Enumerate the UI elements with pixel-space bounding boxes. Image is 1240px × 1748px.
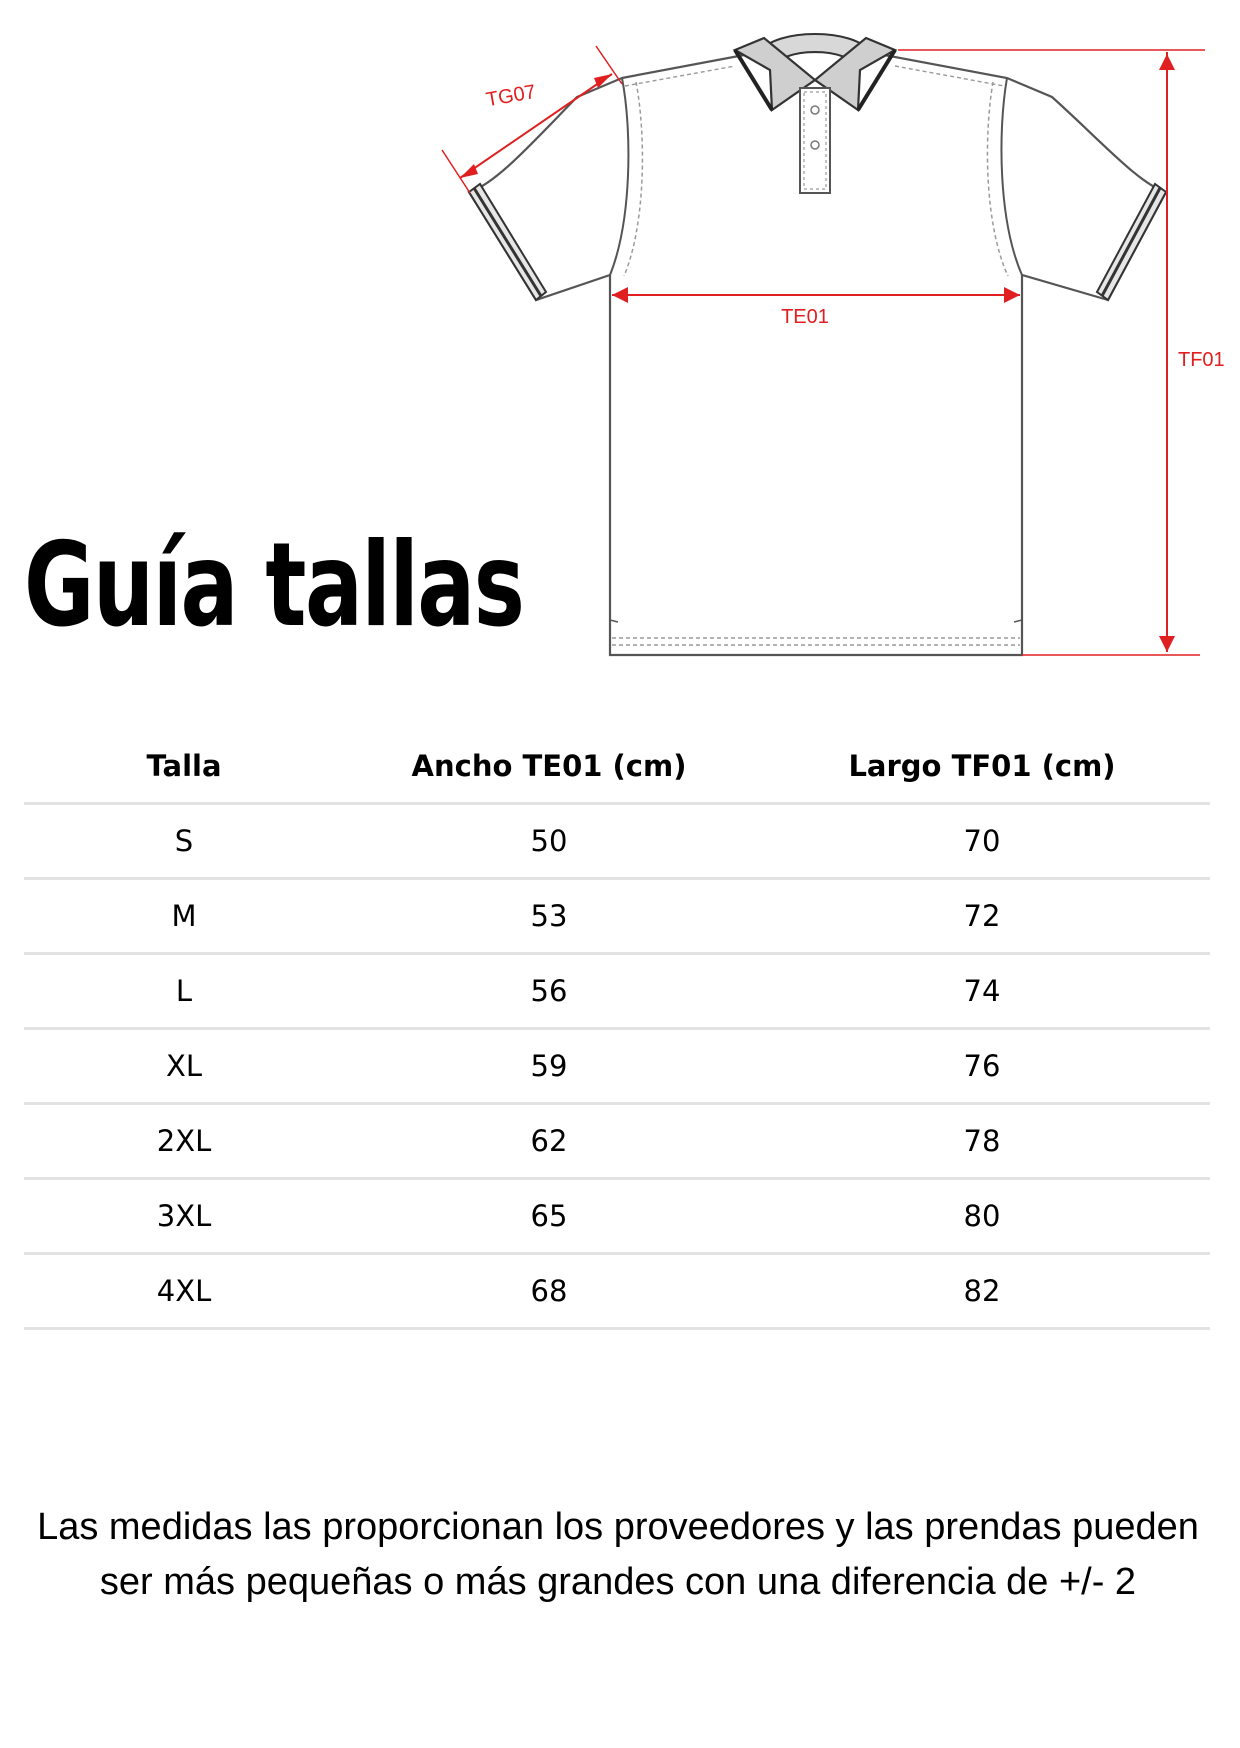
size-cell: 4XL [24, 1254, 344, 1329]
length-label: TF01 [1178, 349, 1225, 371]
sleeve-tick-start [442, 150, 470, 193]
size-cell: 3XL [24, 1179, 344, 1254]
page-title: Guía tallas [24, 518, 524, 653]
table-row [24, 1254, 1210, 1329]
length-cell: 78 [754, 1104, 1210, 1179]
length-arrow-start [1159, 54, 1175, 70]
table-header-row [24, 730, 1210, 804]
table-row [24, 1179, 1210, 1254]
length-cell: 74 [754, 954, 1210, 1029]
table-row [24, 1104, 1210, 1179]
width-cell: 56 [344, 954, 754, 1029]
button-2 [811, 141, 819, 149]
button-1 [811, 106, 819, 114]
sleeve-arrow-start [460, 164, 478, 178]
table-row [24, 804, 1210, 879]
table-row [24, 879, 1210, 954]
length-cell: 72 [754, 879, 1210, 954]
length-cell: 80 [754, 1179, 1210, 1254]
size-cell: M [24, 879, 344, 954]
size-table [24, 730, 1210, 1330]
header-length: Largo TF01 (cm) [754, 730, 1210, 804]
length-cell: 76 [754, 1029, 1210, 1104]
width-cell: 65 [344, 1179, 754, 1254]
length-cell: 82 [754, 1254, 1210, 1329]
size-cell: XL [24, 1029, 344, 1104]
width-cell: 62 [344, 1104, 754, 1179]
width-cell: 50 [344, 804, 754, 879]
sleeve-label: TG07 [484, 80, 538, 112]
size-cell: 2XL [24, 1104, 344, 1179]
table-row [24, 954, 1210, 1029]
length-arrow-end [1159, 636, 1175, 652]
width-cell: 68 [344, 1254, 754, 1329]
size-cell: S [24, 804, 344, 879]
width-cell: 59 [344, 1029, 754, 1104]
table-row [24, 1029, 1210, 1104]
width-cell: 53 [344, 879, 754, 954]
width-label: TE01 [781, 306, 829, 328]
length-cell: 70 [754, 804, 1210, 879]
disclaimer-note: Las medidas las proporcionan los proveedores y las prendas pueden ser más pequeñas o más grandes con una diferencia de +/- 2 [37, 1506, 1199, 1603]
header-width: Ancho TE01 (cm) [344, 730, 754, 804]
size-cell: L [24, 954, 344, 1029]
header-size: Talla [24, 730, 344, 804]
